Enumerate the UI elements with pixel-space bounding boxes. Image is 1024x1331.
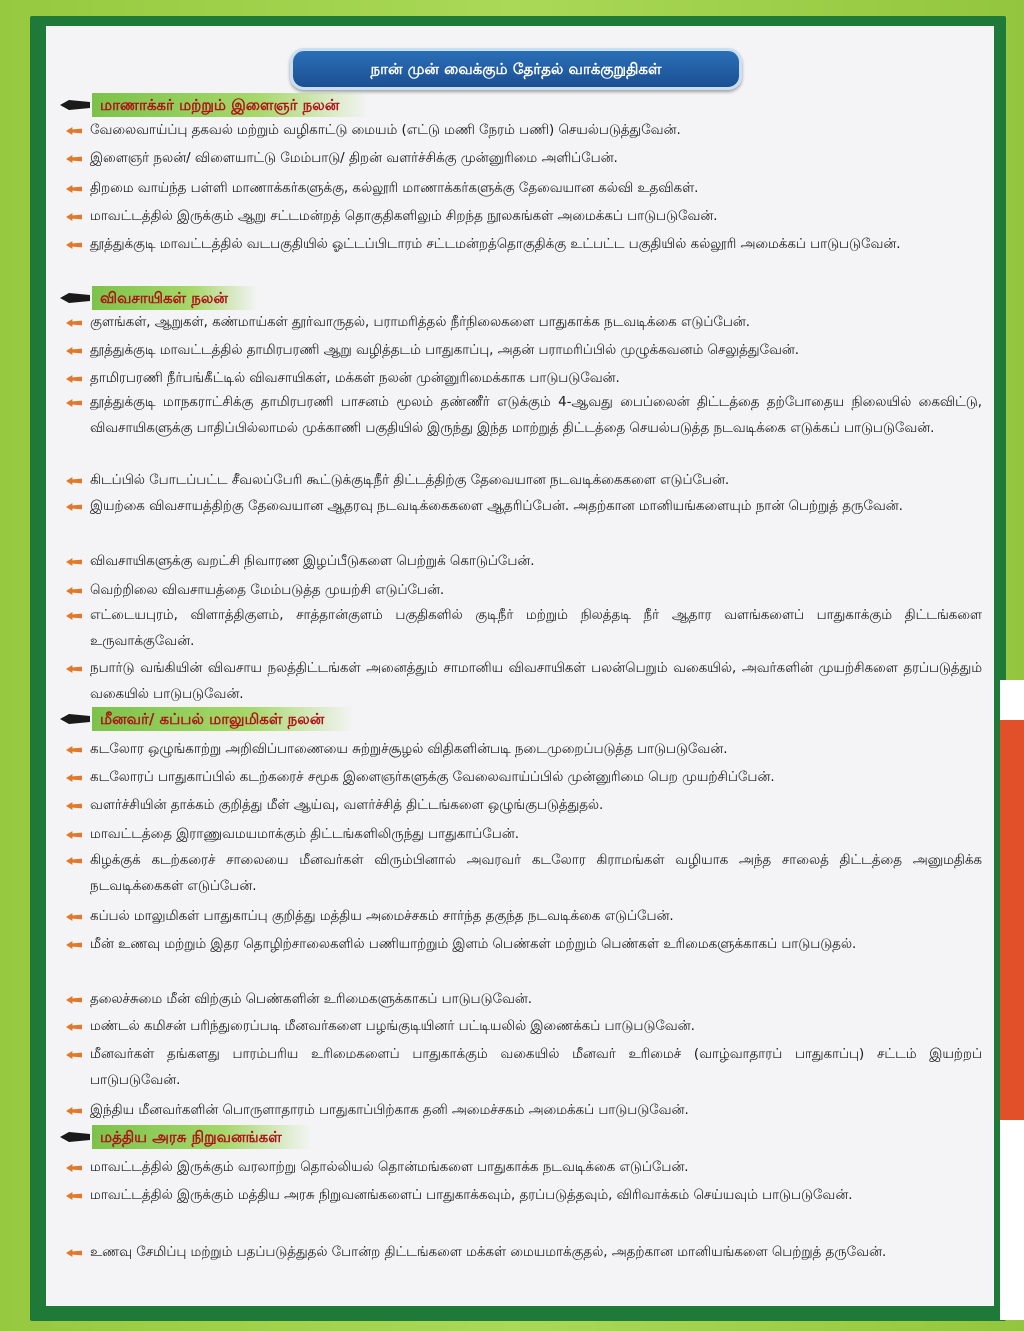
list-item <box>62 1183 982 1209</box>
arrow-bullet-icon <box>62 494 90 520</box>
list-item <box>62 656 982 708</box>
arrow-bullet-icon <box>62 793 90 819</box>
list-item <box>62 468 982 494</box>
list-item-text: கிடப்பில் போடப்பட்ட சீவலப்பேரி கூட்டுக்குடிநீர் திட்டத்திற்கு தேவையான நடவடிக்கைகளை எடுப்பேன். <box>90 473 730 488</box>
pen-icon <box>60 100 90 110</box>
list-item <box>62 1042 982 1094</box>
list-item-text: மீன் உணவு மற்றும் இதர தொழிற்சாலைகளில் பணியாற்றும் இளம் பெண்கள் மற்றும் பெண்கள் உரிமைகளுக்காகப் பாடுபடுதல். <box>90 937 857 952</box>
section-heading-label: மீனவர்/ கப்பல் மாலுமிகள் நலன் <box>92 707 354 731</box>
list-item-text: தூத்துக்குடி மாவட்டத்தில் வடபகுதியில் ஓட்டப்பிடாரம் சட்டமன்றத்தொகுதிக்கு உட்பட்ட பகுதியில் கல்லூரி அமைக்கப் பாடுபடுவேன். <box>90 237 901 252</box>
section-heading-label: மாணாக்கர் மற்றும் இளைஞர் நலன் <box>92 93 369 117</box>
list-item-text: வெற்றிலை விவசாயத்தை மேம்படுத்த முயற்சி எடுப்பேன். <box>90 583 445 598</box>
list-item <box>62 1155 982 1181</box>
section-heading <box>60 706 354 732</box>
list-item-text: வேலைவாய்ப்பு தகவல் மற்றும் வழிகாட்டு மையம் (எட்டு மணி நேரம் பணி) செயல்படுத்துவேன். <box>90 123 681 138</box>
arrow-bullet-icon <box>62 310 90 336</box>
pen-icon <box>60 1132 90 1142</box>
arrow-bullet-icon <box>62 904 90 930</box>
pen-icon <box>60 714 90 724</box>
list-item-text: உணவு சேமிப்பு மற்றும் பதப்படுத்துதல் போன்ற திட்டங்களை மக்கள் மையமாக்குதல், அதற்கான மானியங்களை பெற்றுத் தருவேன். <box>90 1245 887 1260</box>
arrow-bullet-icon <box>62 1042 90 1068</box>
pen-icon <box>60 293 90 303</box>
arrow-bullet-icon <box>62 737 90 763</box>
list-item-text: தலைச்சுமை மீன் விற்கும் பெண்களின் உரிமைகளுக்காகப் பாடுபடுவேன். <box>90 992 533 1007</box>
arrow-bullet-icon <box>62 1098 90 1124</box>
list-item-text: தூத்துக்குடி மாநகராட்சிக்கு தாமிரபரணி பாசனம் மூலம் தண்ணீர் எடுக்கும் 4-ஆவது பைப்லைன் திட்டத்தை தற்போதைய நிலையில் கைவிட்டு, விவசாயிகளுக்கு பாதிப்பில்லாமல் முக்காணி பகுதியில் இருந்து இந்த மாற்றுத் திட்டத்தை செயல்படுத்த நடவடிக்கை எடுக்கப் பாடுபடுவேன். <box>90 395 982 436</box>
list-item <box>62 822 982 848</box>
section-heading <box>60 285 258 311</box>
list-item-text: இளைஞர் நலன்/ விளையாட்டு மேம்பாடு/ திறன் வளர்ச்சிக்கு முன்னுரிமை அளிப்பேன். <box>90 151 618 166</box>
list-item <box>62 793 982 819</box>
list-item-text: மாவட்டத்தில் இருக்கும் வரலாற்று தொல்லியல் தொன்மங்களை பாதுகாக்க நடவடிக்கை எடுப்பேன். <box>90 1160 689 1175</box>
arrow-bullet-icon <box>62 1183 90 1209</box>
list-item-text: இயற்கை விவசாயத்திற்கு தேவையான ஆதரவு நடவடிக்கைகளை ஆதரிப்பேன். அதற்கான மானியங்களையும் நான் பெற்றுத் தருவேன். <box>90 499 903 514</box>
list-item-text: மீனவர்கள் தங்களது பாரம்பரிய உரிமைகளைப் பாதுகாக்கும் வகையில் மீனவர் உரிமைச் (வாழ்வாதாரப் பாதுகாப்பு) சட்டம் இயற்றப் பாடுபடுவேன். <box>90 1047 982 1088</box>
arrow-bullet-icon <box>62 765 90 791</box>
list-item <box>62 390 982 442</box>
list-item <box>62 338 982 364</box>
arrow-bullet-icon <box>62 204 90 230</box>
list-item <box>62 603 982 655</box>
section-heading-label: விவசாயிகள் நலன் <box>92 286 258 310</box>
arrow-bullet-icon <box>62 366 90 392</box>
list-item <box>62 904 982 930</box>
arrow-bullet-icon <box>62 118 90 144</box>
arrow-bullet-icon <box>62 176 90 202</box>
list-item <box>62 204 982 230</box>
list-item-text: நபார்டு வங்கியின் விவசாய நலத்திட்டங்கள் அனைத்தும் சாமானிய விவசாயிகள் பலன்பெறும் வகையில், அவர்களின் முயற்சிகளை தரப்படுத்தும் வகையில் பாடுபடுவேன். <box>90 661 982 702</box>
list-item <box>62 549 982 575</box>
list-item-text: கடலோரப் பாதுகாப்பில் கடற்கரைச் சமூக இளைஞர்களுக்கு வேலைவாய்ப்பில் முன்னுரிமை பெற முயற்சிப்பேன். <box>90 770 775 785</box>
list-item-text: தாமிரபரணி நீர்பங்கீட்டில் விவசாயிகள், மக்கள் நலன் முன்னுரிமைக்காக பாடுபடுவேன். <box>90 371 620 386</box>
list-item-text: கிழக்குக் கடற்கரைச் சாலையை மீனவர்கள் விரும்பினால் அவரவர் கடலோர கிராமங்கள் வழியாக அந்த சாலைத் திட்டத்தை அனுமதிக்க நடவடிக்கைகள் எடுப்பேன். <box>90 853 982 894</box>
list-item <box>62 146 982 172</box>
list-item-text: கடலோர ஒழுங்காற்று அறிவிப்பாணையை சுற்றுச்சூழல் விதிகளின்படி நடைமுறைப்படுத்த பாடுபடுவேன். <box>90 742 728 757</box>
list-item <box>62 848 982 900</box>
list-item-text: விவசாயிகளுக்கு வறட்சி நிவாரண இழப்பீடுகளை பெற்றுக் கொடுப்பேன். <box>90 554 535 569</box>
arrow-bullet-icon <box>62 1155 90 1181</box>
list-item <box>62 765 982 791</box>
page-title: நான் முன் வைக்கும் தேர்தல் வாக்குறுதிகள் <box>290 48 742 90</box>
flag-strip <box>1000 680 1024 1320</box>
list-item-text: தூத்துக்குடி மாவட்டத்தில் தாமிரபரணி ஆறு வழித்தடம் பாதுகாப்பு, அதன் பராமரிப்பில் முழுக்கவனம் செலுத்துவேன். <box>90 343 800 358</box>
list-item-text: இந்திய மீனவர்களின் பொருளாதாரம் பாதுகாப்பிற்காக தனி அமைச்சகம் அமைக்கப் பாடுபடுவேன். <box>90 1103 689 1118</box>
arrow-bullet-icon <box>62 232 90 258</box>
arrow-bullet-icon <box>62 468 90 494</box>
list-item <box>62 232 982 258</box>
list-item-text: மாவட்டத்தில் இருக்கும் ஆறு சட்டமன்றத் தொகுதிகளிலும் சிறந்த நூலகங்கள் அமைக்கப் பாடுபடுவேன். <box>90 209 718 224</box>
list-item-text: திறமை வாய்ந்த பள்ளி மாணாக்கர்களுக்கு, கல்லூரி மாணாக்கர்களுக்கு தேவையான கல்வி உதவிகள். <box>90 181 699 196</box>
list-item <box>62 176 982 202</box>
list-item-text: எட்டையபுரம், விளாத்திகுளம், சாத்தான்குளம் பகுதிகளில் குடிநீர் மற்றும் நிலத்தடி நீர் ஆதார வளங்களைப் பாதுகாக்கும் திட்டங்களை உருவாக்குவேன். <box>90 608 982 649</box>
list-item <box>62 494 982 520</box>
section-heading-label: மத்திய அரசு நிறுவனங்கள் <box>92 1125 312 1149</box>
list-item-text: மண்டல் கமிசன் பரிந்துரைப்படி மீனவர்களை பழங்குடியினர் பட்டியலில் இணைக்கப் பாடுபடுவேன். <box>90 1019 695 1034</box>
arrow-bullet-icon <box>62 848 90 874</box>
list-item-text: மாவட்டத்தில் இருக்கும் மத்திய அரசு நிறுவனங்களைப் பாதுகாக்கவும், தரப்படுத்தவும், விரிவாக்கம் செய்யவும் பாடுபடுவேன். <box>90 1188 853 1203</box>
arrow-bullet-icon <box>62 656 90 682</box>
arrow-bullet-icon <box>62 932 90 958</box>
list-item <box>62 118 982 144</box>
list-item <box>62 737 982 763</box>
arrow-bullet-icon <box>62 822 90 848</box>
section-heading <box>60 92 369 118</box>
list-item <box>62 1014 982 1040</box>
arrow-bullet-icon <box>62 1240 90 1266</box>
list-item <box>62 366 982 392</box>
list-item-text: கப்பல் மாலுமிகள் பாதுகாப்பு குறித்து மத்திய அமைச்சகம் சார்ந்த தகுந்த நடவடிக்கை எடுப்பேன். <box>90 909 674 924</box>
arrow-bullet-icon <box>62 549 90 575</box>
list-item <box>62 1098 982 1124</box>
list-item <box>62 932 982 958</box>
arrow-bullet-icon <box>62 603 90 629</box>
arrow-bullet-icon <box>62 390 90 416</box>
list-item <box>62 1240 982 1266</box>
list-item <box>62 987 982 1013</box>
list-item <box>62 310 982 336</box>
arrow-bullet-icon <box>62 578 90 604</box>
list-item <box>62 578 982 604</box>
arrow-bullet-icon <box>62 146 90 172</box>
arrow-bullet-icon <box>62 338 90 364</box>
section-heading <box>60 1124 312 1150</box>
arrow-bullet-icon <box>62 1014 90 1040</box>
list-item-text: குளங்கள், ஆறுகள், கண்மாய்கள் தூர்வாருதல், பராமரித்தல் நீர்நிலைகளை பாதுகாக்க நடவடிக்கை எடுப்பேன். <box>90 315 751 330</box>
list-item-text: மாவட்டத்தை இராணுவமயமாக்கும் திட்டங்களிலிருந்து பாதுகாப்பேன். <box>90 827 519 842</box>
list-item-text: வளர்ச்சியின் தாக்கம் குறித்து மீள் ஆய்வு, வளர்ச்சித் திட்டங்களை ஒழுங்குபடுத்துதல். <box>90 798 604 813</box>
arrow-bullet-icon <box>62 987 90 1013</box>
